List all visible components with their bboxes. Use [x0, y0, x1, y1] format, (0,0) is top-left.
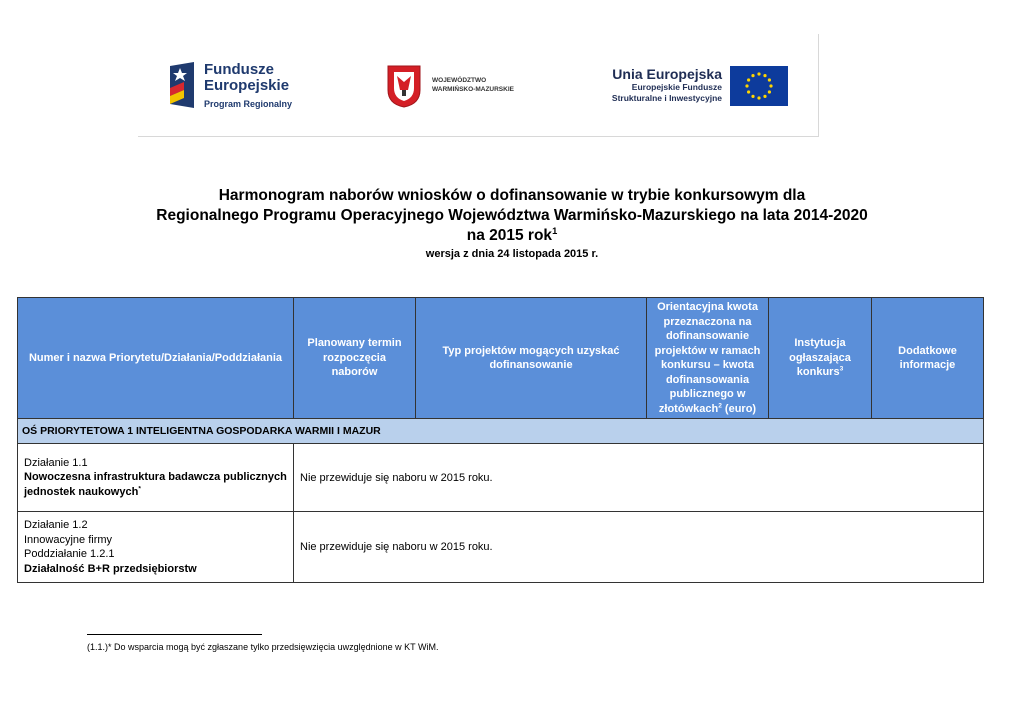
fundusze-europejskie-mark-icon: [168, 60, 196, 110]
header-priority-name: Numer i nazwa Priorytetu/Działania/Poddziałania: [18, 298, 294, 419]
row-name-cell: [18, 512, 294, 583]
header-amount-text: Orientacyjna kwota przeznaczona na dofinansowanie projektów w ramach konkursu – kwota dofinansowania publicznego w złotówkach: [654, 301, 761, 415]
fe-logo-line1: Fundusze: [204, 61, 274, 78]
row-action-title: Innowacyjne firmy: [24, 533, 113, 546]
logo-banner: [138, 34, 819, 137]
title-line3-text: na 2015 rok: [466, 227, 553, 244]
eu-flag-icon: [730, 66, 788, 106]
title-line2: Regionalnego Programu Operacyjnego Województwa Warmińsko-Mazurskiego na lata 2014-2020: [156, 207, 868, 224]
woj-logo-line2: WARMIŃSKO-MAZURSKIE: [432, 86, 514, 93]
header-planned-start: Planowany termin rozpoczęcia naborów: [294, 298, 416, 419]
row-action-number: Działanie 1.1: [24, 456, 88, 469]
header-amount-tail: (euro): [721, 402, 757, 415]
ue-logo-title: Unia Europejska: [612, 66, 722, 82]
ue-logo-sub2: Strukturalne i Inwestycyjne: [611, 93, 722, 103]
fe-logo-line2: Europejskie: [204, 77, 290, 94]
footnote-ref-3: 3: [839, 365, 844, 373]
header-project-type: Typ projektów mogących uzyskać dofinansowanie: [416, 298, 647, 419]
header-additional-info: Dodatkowe informacje: [872, 298, 984, 419]
row-action-title: [24, 471, 287, 498]
coat-of-arms-icon: [386, 64, 422, 108]
footnote-ref-1: 1: [552, 225, 558, 236]
title-line3: [0, 226, 1024, 246]
table-row: [18, 512, 984, 583]
version-subtitle: wersja z dnia 24 listopada 2015 r.: [425, 248, 599, 260]
header-amount: [647, 298, 769, 419]
title-line1: Harmonogram naborów wniosków o dofinansowanie w trybie konkursowym dla: [218, 187, 806, 204]
row-action-number: Działanie 1.2: [24, 519, 88, 531]
table-row: [18, 444, 984, 512]
wojewodztwo-logo: [386, 64, 546, 112]
fundusze-europejskie-logo: [168, 58, 308, 114]
header-institution-text: Instytucja ogłaszająca konkurs: [789, 337, 851, 379]
header-institution: [769, 298, 872, 419]
table-header-row: [18, 298, 984, 419]
priority-row: [18, 419, 984, 444]
footnote-separator: [87, 634, 262, 635]
footnote-ref-star: *: [138, 485, 141, 493]
woj-logo-line1: WOJEWÓDZTWO: [432, 77, 487, 84]
document-title: [0, 186, 1024, 261]
row-note: Nie przewiduje się naboru w 2015 roku.: [294, 512, 984, 583]
footnote-text: (1.1.)* Do wsparcia mogą być zgłaszane tylko przedsięwzięcia uwzględnione w KT WiM.: [87, 642, 439, 652]
fe-logo-line3: Program Regionalny: [204, 99, 293, 109]
unia-europejska-logo: [604, 64, 794, 114]
row-note: Nie przewiduje się naboru w 2015 roku.: [294, 444, 984, 512]
ue-logo-sub1: Europejskie Fundusze: [631, 82, 722, 92]
footnote-ref-2: 2: [718, 401, 722, 409]
priority-label: OŚ PRIORYTETOWA 1 INTELIGENTNA GOSPODARKA WARMII I MAZUR: [18, 419, 984, 444]
row-name-cell: [18, 444, 294, 512]
row-action-title-text: Nowoczesna infrastruktura badawcza publicznych jednostek naukowych: [24, 471, 287, 498]
row-subaction-number: Poddziałanie 1.2.1: [24, 548, 115, 560]
row-subaction-title: Działalność B+R przedsiębiorstw: [24, 562, 197, 575]
schedule-table: [17, 297, 984, 583]
